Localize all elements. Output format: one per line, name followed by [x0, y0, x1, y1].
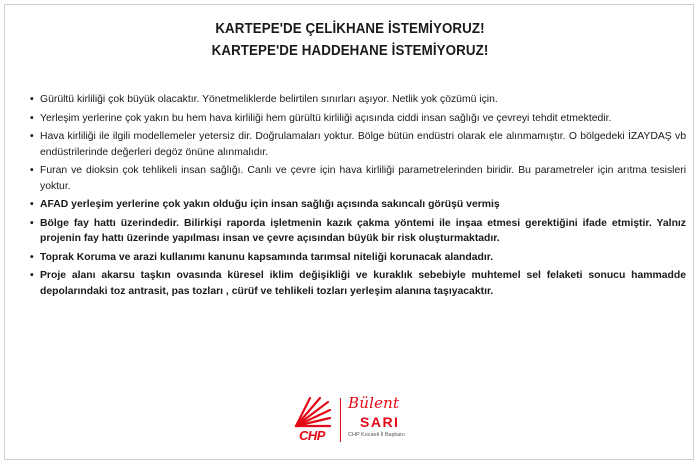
bullet-item: • AFAD yerleşim yerlerine çok yakın olduğu için insan sağlığı açısında sakıncalı görüşü vermiş [30, 197, 686, 213]
bullet-list [30, 92, 686, 302]
bullet-item: • Toprak Koruma ve arazi kullanımı kanunu kapsamında tarımsal niteliği korunacak alandadır. [30, 250, 686, 266]
bullet-item: • Gürültü kirliliği çok büyük olacaktır. Yönetmeliklerde belirtilen sınırları aşıyor. Netlik yok çözümü için. [30, 92, 686, 108]
signature-role: CHP Kocaeli İl Başkanı [348, 432, 405, 438]
bullet-item: • Yerleşim yerlerine çok yakın bu hem hava kirliliği hem gürültü kirliliği açısında ciddi insan sağlığı ve çevreyi tehdit etmektedir. [30, 111, 686, 127]
signature [348, 394, 428, 450]
chp-arrows-icon [290, 396, 334, 430]
bullet-item: • Hava kirliliği ile ilgili modellemeler yetersiz dir. Doğrulamaları yoktur. Bölge bütün endüstri olarak ele alınmamıştır. O bölgedeki İZAYDAŞ vb endüstrilerinde değerleri degöz önüne alınmalıdır. [30, 129, 686, 160]
chp-wordmark: CHP [299, 428, 325, 443]
bullet-item: • Bölge fay hattı üzerindedir. Bilirkişi raporda işletmenin kazık çakma yöntemi ile inşaa etmesi gerektiğini ifade etmiştir. Yalnız projenin fay hattı üzerinde yapılması insan ve çevre açısından büyük bir risk oluşturmaktadır. [30, 216, 686, 247]
title-line-1: KARTEPE'DE ÇELİKHANE İSTEMİYORUZ! [215, 21, 485, 37]
signature-last-name: SARI [360, 414, 400, 430]
logo-divider [340, 398, 341, 442]
chp-logo [290, 396, 334, 446]
title-line-2: KARTEPE'DE HADDEHANE İSTEMİYORUZ! [211, 43, 489, 59]
document-titles [0, 18, 700, 62]
bullet-item: • Proje alanı akarsu taşkın ovasında küresel iklim değişikliği ve kuraklık sebebiyle muhtemel sel felaketi sonucu hammadde depolarındaki toz antrasit, pas tozları , cürüf ve tehlikeli tozları yerleşim alanına taşıyacaktır. [30, 268, 686, 299]
signature-first-name: Bülent [348, 394, 400, 412]
footer-logo [0, 392, 700, 452]
bullet-item: • Furan ve dioksin çok tehlikeli insan sağlığı. Canlı ve çevre için hava kirliliği parametrelerinden biridir. Bu parametreler için arıtma tesisleri yoktur. [30, 163, 686, 194]
